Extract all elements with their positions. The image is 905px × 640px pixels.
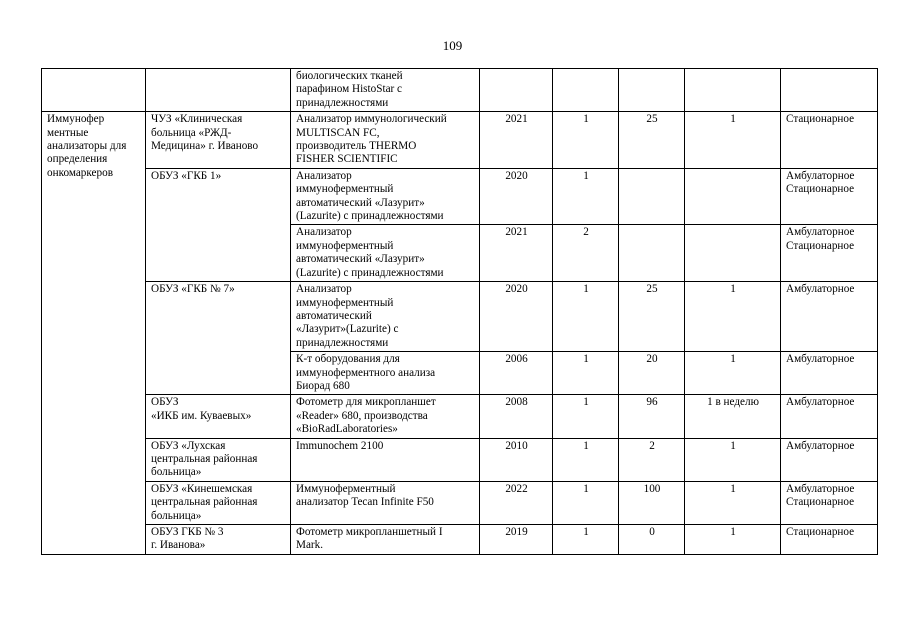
shifts-cell xyxy=(685,168,781,225)
equipment-line: Анализатор xyxy=(296,226,352,239)
quantity-cell: 1 xyxy=(553,282,619,352)
equipment-line: Фотометр микропланшетный I xyxy=(296,526,443,538)
load-cell: 0 xyxy=(619,525,685,555)
equipment-line: Immunochem 2100 xyxy=(296,439,384,452)
table-row xyxy=(42,112,878,169)
equipment-cell xyxy=(291,225,480,282)
mode-line: Амбулаторное xyxy=(786,396,855,409)
org-line: больница» xyxy=(151,466,202,479)
equipment-line: парафином HistoStar с xyxy=(296,83,403,96)
shifts-cell: 1 в неделю xyxy=(685,395,781,438)
mode-cell xyxy=(781,168,878,225)
group-line: анализаторы для xyxy=(47,140,127,153)
equipment-line: К-т оборудования для xyxy=(296,353,400,366)
group-line: Иммунофер xyxy=(47,113,105,126)
quantity-cell: 1 xyxy=(553,525,619,555)
equipment-line: Фотометр для микропланшет xyxy=(296,396,436,409)
equipment-line: автоматический xyxy=(296,309,372,322)
quantity-cell: 1 xyxy=(553,112,619,169)
organization-cell xyxy=(146,69,291,112)
shifts-cell: 1 xyxy=(685,112,781,169)
load-cell: 25 xyxy=(619,282,685,352)
year-cell: 2021 xyxy=(480,112,553,169)
equipment-line: FISHER SCIENTIFIC xyxy=(296,153,398,166)
table-row xyxy=(42,282,878,352)
equipment-cell xyxy=(291,395,480,438)
year-cell: 2020 xyxy=(480,282,553,352)
equipment-line: иммуноферментного анализа xyxy=(296,366,436,379)
load-cell: 25 xyxy=(619,112,685,169)
mode-line: Стационарное xyxy=(786,183,855,196)
mode-cell xyxy=(781,69,878,112)
mode-cell xyxy=(781,395,878,438)
equipment-line: «BioRadLaboratories» xyxy=(296,423,398,436)
equipment-line: автоматический «Лазурит» xyxy=(296,253,425,266)
year-cell: 2006 xyxy=(480,352,553,395)
org-line: ОБУЗ xyxy=(151,396,179,409)
mode-line: Стационарное xyxy=(786,239,855,252)
group-line: онкомаркеров xyxy=(47,166,113,179)
shifts-cell: 1 xyxy=(685,481,781,524)
equipment-line: Иммуноферментный xyxy=(296,482,396,495)
table-row xyxy=(42,438,878,481)
equipment-line: MULTISCAN FC, xyxy=(296,126,380,139)
mode-cell xyxy=(781,112,878,169)
equipment-line: (Lazurite) с принадлежностями xyxy=(296,210,444,223)
shifts-cell: 1 xyxy=(685,352,781,395)
shifts-cell: 1 xyxy=(685,438,781,481)
page-number: 109 xyxy=(442,38,463,53)
load-cell: 20 xyxy=(619,352,685,395)
load-cell: 100 xyxy=(619,481,685,524)
load-cell: 96 xyxy=(619,395,685,438)
mode-line: Амбулаторное xyxy=(786,353,855,366)
mode-cell xyxy=(781,525,878,555)
equipment-line: автоматический «Лазурит» xyxy=(296,196,425,209)
equipment-cell xyxy=(291,168,480,225)
equipment-line: иммуноферментный xyxy=(296,296,394,309)
org-line: ОБУЗ «ГКБ № 7» xyxy=(151,283,235,296)
mode-line: Амбулаторное xyxy=(786,482,855,495)
equipment-line: анализатор Tecan Infinite F50 xyxy=(296,496,434,509)
equipment-cell xyxy=(291,69,480,112)
quantity-cell: 1 xyxy=(553,481,619,524)
table-row xyxy=(42,395,878,438)
table-row xyxy=(42,481,878,524)
org-line: г. Иванова» xyxy=(151,539,206,552)
shifts-cell xyxy=(685,69,781,112)
organization-cell xyxy=(146,481,291,524)
quantity-cell: 1 xyxy=(553,438,619,481)
equipment-line: Анализатор xyxy=(296,283,352,296)
equipment-line: производитель THERMO xyxy=(296,140,417,153)
group-cell xyxy=(42,69,146,112)
mode-cell xyxy=(781,438,878,481)
equipment-cell xyxy=(291,525,480,555)
org-line: ОБУЗ «Кинешемская xyxy=(151,482,253,495)
year-cell xyxy=(480,69,553,112)
equipment-line: Анализатор xyxy=(296,169,352,182)
org-line: больница» xyxy=(151,509,202,522)
org-line: ОБУЗ «Лухская xyxy=(151,439,226,452)
load-cell xyxy=(619,69,685,112)
year-cell: 2019 xyxy=(480,525,553,555)
group-line: ментные xyxy=(47,126,89,139)
shifts-cell xyxy=(685,225,781,282)
table-row xyxy=(42,69,878,112)
year-cell: 2020 xyxy=(480,168,553,225)
equipment-line: Биорад 680 xyxy=(296,379,350,392)
equipment-line: иммуноферментный xyxy=(296,239,394,252)
equipment-line: Анализатор иммунологический xyxy=(296,113,447,126)
org-line: ЧУЗ «Клиническая xyxy=(151,113,243,126)
equipment-line: принадлежностями xyxy=(296,336,389,349)
shifts-cell: 1 xyxy=(685,525,781,555)
quantity-cell: 1 xyxy=(553,168,619,225)
equipment-line: принадлежностями xyxy=(296,96,389,109)
mode-cell xyxy=(781,481,878,524)
equipment-table xyxy=(41,68,878,555)
mode-line: Стационарное xyxy=(786,496,855,509)
equipment-cell xyxy=(291,438,480,481)
table-row xyxy=(42,525,878,555)
org-line: больница «РЖД- xyxy=(151,126,232,139)
organization-cell xyxy=(146,282,291,395)
group-line: определения xyxy=(47,153,108,166)
organization-cell xyxy=(146,525,291,555)
quantity-cell xyxy=(553,69,619,112)
organization-cell xyxy=(146,395,291,438)
shifts-cell: 1 xyxy=(685,282,781,352)
equipment-cell xyxy=(291,282,480,352)
mode-cell xyxy=(781,282,878,352)
org-line: центральная районная xyxy=(151,452,258,465)
quantity-cell: 2 xyxy=(553,225,619,282)
org-line: Медицина» г. Иваново xyxy=(151,140,259,153)
load-cell xyxy=(619,225,685,282)
load-cell: 2 xyxy=(619,438,685,481)
table-row xyxy=(42,168,878,225)
group-cell xyxy=(42,112,146,555)
equipment-cell xyxy=(291,481,480,524)
equipment-line: «Reader» 680, производства xyxy=(296,409,428,422)
year-cell: 2021 xyxy=(480,225,553,282)
mode-line: Амбулаторное xyxy=(786,283,855,296)
org-line: центральная районная xyxy=(151,496,258,509)
equipment-line: Mark. xyxy=(296,539,324,552)
quantity-cell: 1 xyxy=(553,352,619,395)
mode-line: Амбулаторное xyxy=(786,439,855,452)
year-cell: 2010 xyxy=(480,438,553,481)
year-cell: 2022 xyxy=(480,481,553,524)
equipment-cell xyxy=(291,352,480,395)
equipment-line: биологических тканей xyxy=(296,70,403,82)
organization-cell xyxy=(146,168,291,281)
mode-line: Амбулаторное xyxy=(786,226,855,239)
equipment-line: иммуноферментный xyxy=(296,183,394,196)
organization-cell xyxy=(146,438,291,481)
org-line: «ИКБ им. Куваевых» xyxy=(151,409,252,422)
equipment-cell xyxy=(291,112,480,169)
equipment-line: «Лазурит»(Lazurite) с xyxy=(296,323,399,336)
mode-line: Стационарное xyxy=(786,113,855,126)
mode-line: Амбулаторное xyxy=(786,169,855,182)
org-line: ОБУЗ ГКБ № 3 xyxy=(151,526,224,538)
mode-line: Стационарное xyxy=(786,526,855,538)
mode-cell xyxy=(781,352,878,395)
organization-cell xyxy=(146,112,291,169)
year-cell: 2008 xyxy=(480,395,553,438)
equipment-line: (Lazurite) с принадлежностями xyxy=(296,266,444,279)
quantity-cell: 1 xyxy=(553,395,619,438)
org-line: ОБУЗ «ГКБ 1» xyxy=(151,169,222,182)
load-cell xyxy=(619,168,685,225)
mode-cell xyxy=(781,225,878,282)
